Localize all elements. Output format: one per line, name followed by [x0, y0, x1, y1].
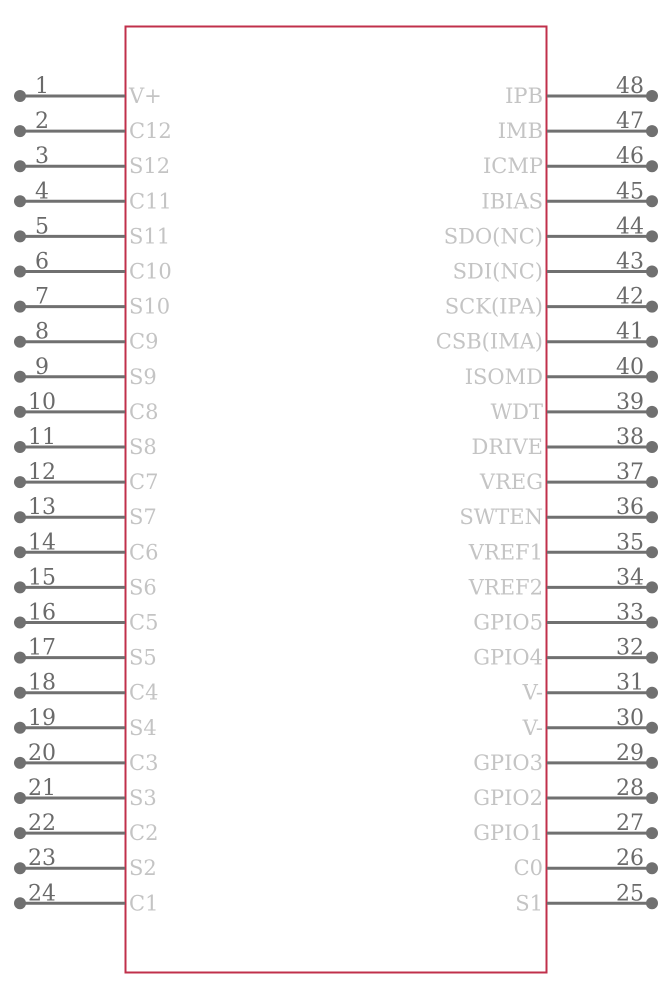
pin-number: 39	[616, 389, 644, 415]
pin-label: S4	[129, 715, 157, 740]
pin-number: 45	[616, 179, 644, 205]
pin-label: S10	[129, 294, 171, 319]
right-pin	[481, 179, 658, 213]
left-pin	[14, 565, 157, 599]
pin-terminal-dot	[14, 722, 26, 734]
pin-label: C5	[129, 610, 159, 635]
pin-label: C8	[129, 399, 159, 424]
left-pin	[14, 636, 157, 670]
pin-number: 42	[616, 284, 644, 310]
pin-terminal-dot	[646, 160, 658, 172]
pin-label: SDI(NC)	[452, 259, 543, 284]
left-pin	[14, 425, 157, 459]
right-pin	[459, 495, 658, 529]
right-pin	[444, 214, 658, 248]
pin-label: C12	[129, 119, 172, 144]
pin-number: 10	[28, 389, 56, 415]
pin-label: C3	[129, 750, 159, 775]
pin-terminal-dot	[646, 336, 658, 348]
pin-number: 9	[35, 354, 49, 380]
pin-terminal-dot	[646, 476, 658, 488]
pin-terminal-dot	[646, 90, 658, 102]
pin-label: S12	[129, 154, 171, 179]
right-pin	[479, 460, 658, 494]
pin-terminal-dot	[646, 266, 658, 278]
right-pin	[483, 144, 658, 178]
pin-terminal-dot	[646, 617, 658, 629]
pin-terminal-dot	[14, 862, 26, 874]
pin-label: WDT	[490, 399, 543, 424]
pin-number: 46	[616, 144, 644, 170]
left-pin	[14, 320, 158, 354]
pin-label: ISOMD	[464, 364, 543, 389]
pin-label: S2	[129, 856, 157, 881]
pin-number: 4	[35, 179, 49, 205]
pin-number: 12	[28, 460, 56, 486]
pin-label: GPIO1	[473, 821, 543, 846]
pin-number: 29	[616, 740, 644, 766]
pin-label: GPIO5	[473, 610, 543, 635]
left-pin	[14, 390, 158, 424]
pin-terminal-dot	[14, 687, 26, 699]
pin-label: GPIO2	[473, 786, 543, 810]
pin-number: 48	[616, 74, 644, 99]
pin-number: 16	[28, 600, 56, 626]
pin-terminal-dot	[14, 476, 26, 488]
left-pin	[14, 776, 157, 810]
pin-terminal-dot	[646, 511, 658, 523]
right-pin	[468, 530, 658, 564]
right-pin	[514, 846, 658, 880]
pin-terminal-dot	[646, 125, 658, 137]
pin-number: 37	[616, 460, 644, 486]
pin-terminal-dot	[14, 827, 26, 839]
pin-number: 34	[616, 565, 644, 591]
right-pin	[522, 671, 658, 705]
pin-terminal-dot	[14, 336, 26, 348]
pin-label: S6	[129, 575, 157, 600]
pin-label: ICMP	[483, 154, 543, 179]
right-pin	[473, 776, 658, 810]
pin-number: 33	[616, 600, 644, 626]
pin-label: DRIVE	[471, 435, 543, 459]
pin-label: VREF1	[468, 540, 543, 565]
pin-label: C1	[129, 891, 159, 916]
pin-terminal-dot	[646, 862, 658, 874]
right-pin	[473, 811, 658, 845]
pin-terminal-dot	[646, 195, 658, 207]
pin-number: 2	[35, 109, 49, 135]
pin-terminal-dot	[14, 441, 26, 453]
right-pin	[515, 881, 658, 915]
pin-label: CSB(IMA)	[435, 329, 543, 354]
pin-number: 28	[616, 776, 644, 801]
pin-number: 20	[28, 740, 56, 766]
right-pin	[468, 565, 658, 599]
pin-terminal-dot	[14, 546, 26, 558]
right-pin	[491, 390, 658, 424]
right-pin	[473, 636, 658, 670]
pin-number: 3	[35, 144, 49, 170]
pin-label: SCK(IPA)	[444, 294, 543, 319]
pin-terminal-dot	[646, 371, 658, 383]
pin-number: 32	[616, 635, 644, 661]
pin-terminal-dot	[646, 792, 658, 804]
pin-number: 26	[616, 846, 644, 872]
pin-terminal-dot	[646, 687, 658, 699]
pin-terminal-dot	[14, 371, 26, 383]
pin-label: C10	[129, 259, 172, 284]
pin-label: S5	[129, 645, 157, 670]
pin-number: 24	[28, 881, 56, 907]
left-pin	[14, 109, 172, 143]
pin-number: 14	[28, 530, 56, 556]
left-pin	[14, 671, 158, 705]
pin-number: 47	[616, 109, 644, 135]
pin-terminal-dot	[14, 897, 26, 909]
pin-terminal-dot	[646, 757, 658, 769]
pin-number: 13	[28, 495, 56, 521]
pin-terminal-dot	[646, 897, 658, 909]
pin-number: 15	[28, 565, 56, 591]
left-pin	[14, 285, 170, 319]
pin-number: 21	[28, 776, 56, 801]
pin-number: 40	[616, 354, 644, 380]
pin-label: V+	[129, 84, 162, 108]
left-pin	[14, 811, 158, 845]
right-pin	[505, 74, 658, 108]
left-pin-group	[14, 74, 172, 915]
left-pin	[14, 846, 157, 880]
left-pin	[14, 601, 158, 635]
pin-label: IPB	[505, 84, 543, 108]
right-pin	[465, 355, 658, 389]
pin-terminal-dot	[646, 230, 658, 242]
left-pin	[14, 460, 158, 494]
pin-label: VREF2	[468, 575, 543, 600]
pin-terminal-dot	[646, 722, 658, 734]
pin-label: S8	[129, 435, 157, 459]
pin-label: S11	[129, 224, 171, 249]
right-pin	[473, 601, 658, 635]
pin-terminal-dot	[646, 301, 658, 313]
pin-number: 6	[35, 249, 49, 275]
left-pin	[14, 881, 158, 915]
pin-terminal-dot	[14, 230, 26, 242]
right-pin	[473, 741, 658, 775]
pin-number: 22	[28, 811, 56, 837]
pin-number: 5	[35, 214, 49, 240]
pin-number: 41	[616, 319, 644, 345]
left-pin	[14, 74, 162, 108]
pin-label: C4	[129, 680, 159, 705]
pin-number: 30	[616, 705, 644, 731]
pin-terminal-dot	[646, 827, 658, 839]
pin-label: C0	[513, 856, 543, 881]
left-pin	[14, 179, 172, 213]
pin-label: S3	[129, 786, 157, 810]
right-pin	[453, 250, 658, 284]
pin-label: C2	[129, 821, 159, 846]
pin-terminal-dot	[14, 792, 26, 804]
pin-label: V-	[522, 680, 543, 705]
pin-terminal-dot	[14, 195, 26, 207]
pin-number: 1	[35, 74, 49, 99]
pin-number: 27	[616, 811, 644, 837]
left-pin	[14, 741, 158, 775]
left-pin	[14, 214, 170, 248]
pin-number: 7	[35, 284, 49, 310]
pin-number: 25	[616, 881, 644, 907]
pin-terminal-dot	[646, 546, 658, 558]
pin-number: 43	[616, 249, 644, 275]
left-pin	[14, 495, 157, 529]
pin-label: C9	[129, 329, 159, 354]
pin-number: 17	[28, 635, 56, 661]
pin-label: IBIAS	[481, 189, 543, 214]
pin-terminal-dot	[646, 441, 658, 453]
pin-label: SDO(NC)	[443, 224, 543, 249]
pin-label: S7	[129, 505, 157, 530]
left-pin	[14, 144, 170, 178]
pin-label: IMB	[497, 119, 543, 144]
pin-label: VREG	[479, 470, 543, 495]
pin-terminal-dot	[14, 581, 26, 593]
pin-terminal-dot	[14, 617, 26, 629]
pin-terminal-dot	[14, 652, 26, 664]
left-pin	[14, 250, 172, 284]
pin-terminal-dot	[14, 125, 26, 137]
right-pin	[522, 706, 658, 740]
pin-terminal-dot	[14, 90, 26, 102]
pin-number: 19	[28, 705, 56, 731]
pin-number: 18	[28, 670, 56, 696]
right-pin	[498, 109, 658, 143]
pin-terminal-dot	[14, 266, 26, 278]
left-pin	[14, 355, 157, 389]
left-pin	[14, 706, 157, 740]
pin-number: 44	[616, 214, 644, 240]
pin-number: 31	[616, 670, 644, 696]
right-pin	[472, 425, 658, 459]
pin-label: S9	[129, 364, 157, 389]
pin-label: S1	[515, 891, 543, 916]
pin-label: C6	[129, 540, 159, 565]
left-pin	[14, 530, 158, 564]
pin-terminal-dot	[646, 652, 658, 664]
pin-number: 38	[616, 425, 644, 450]
right-pin	[445, 285, 658, 319]
pin-label: GPIO4	[473, 645, 543, 670]
pin-number: 8	[35, 319, 49, 345]
pin-label: V-	[522, 715, 543, 740]
pin-terminal-dot	[14, 301, 26, 313]
pin-number: 23	[28, 846, 56, 872]
pin-label: GPIO3	[473, 750, 543, 775]
pin-label: C7	[129, 470, 159, 495]
pin-number: 36	[616, 495, 644, 521]
pin-terminal-dot	[646, 581, 658, 593]
pin-number: 11	[28, 425, 56, 450]
pin-terminal-dot	[14, 757, 26, 769]
pin-label: SWTEN	[459, 505, 543, 530]
pin-label: C11	[129, 189, 172, 214]
pin-number: 35	[616, 530, 644, 556]
pin-terminal-dot	[14, 160, 26, 172]
pin-terminal-dot	[14, 511, 26, 523]
pin-terminal-dot	[14, 406, 26, 418]
pin-terminal-dot	[646, 406, 658, 418]
